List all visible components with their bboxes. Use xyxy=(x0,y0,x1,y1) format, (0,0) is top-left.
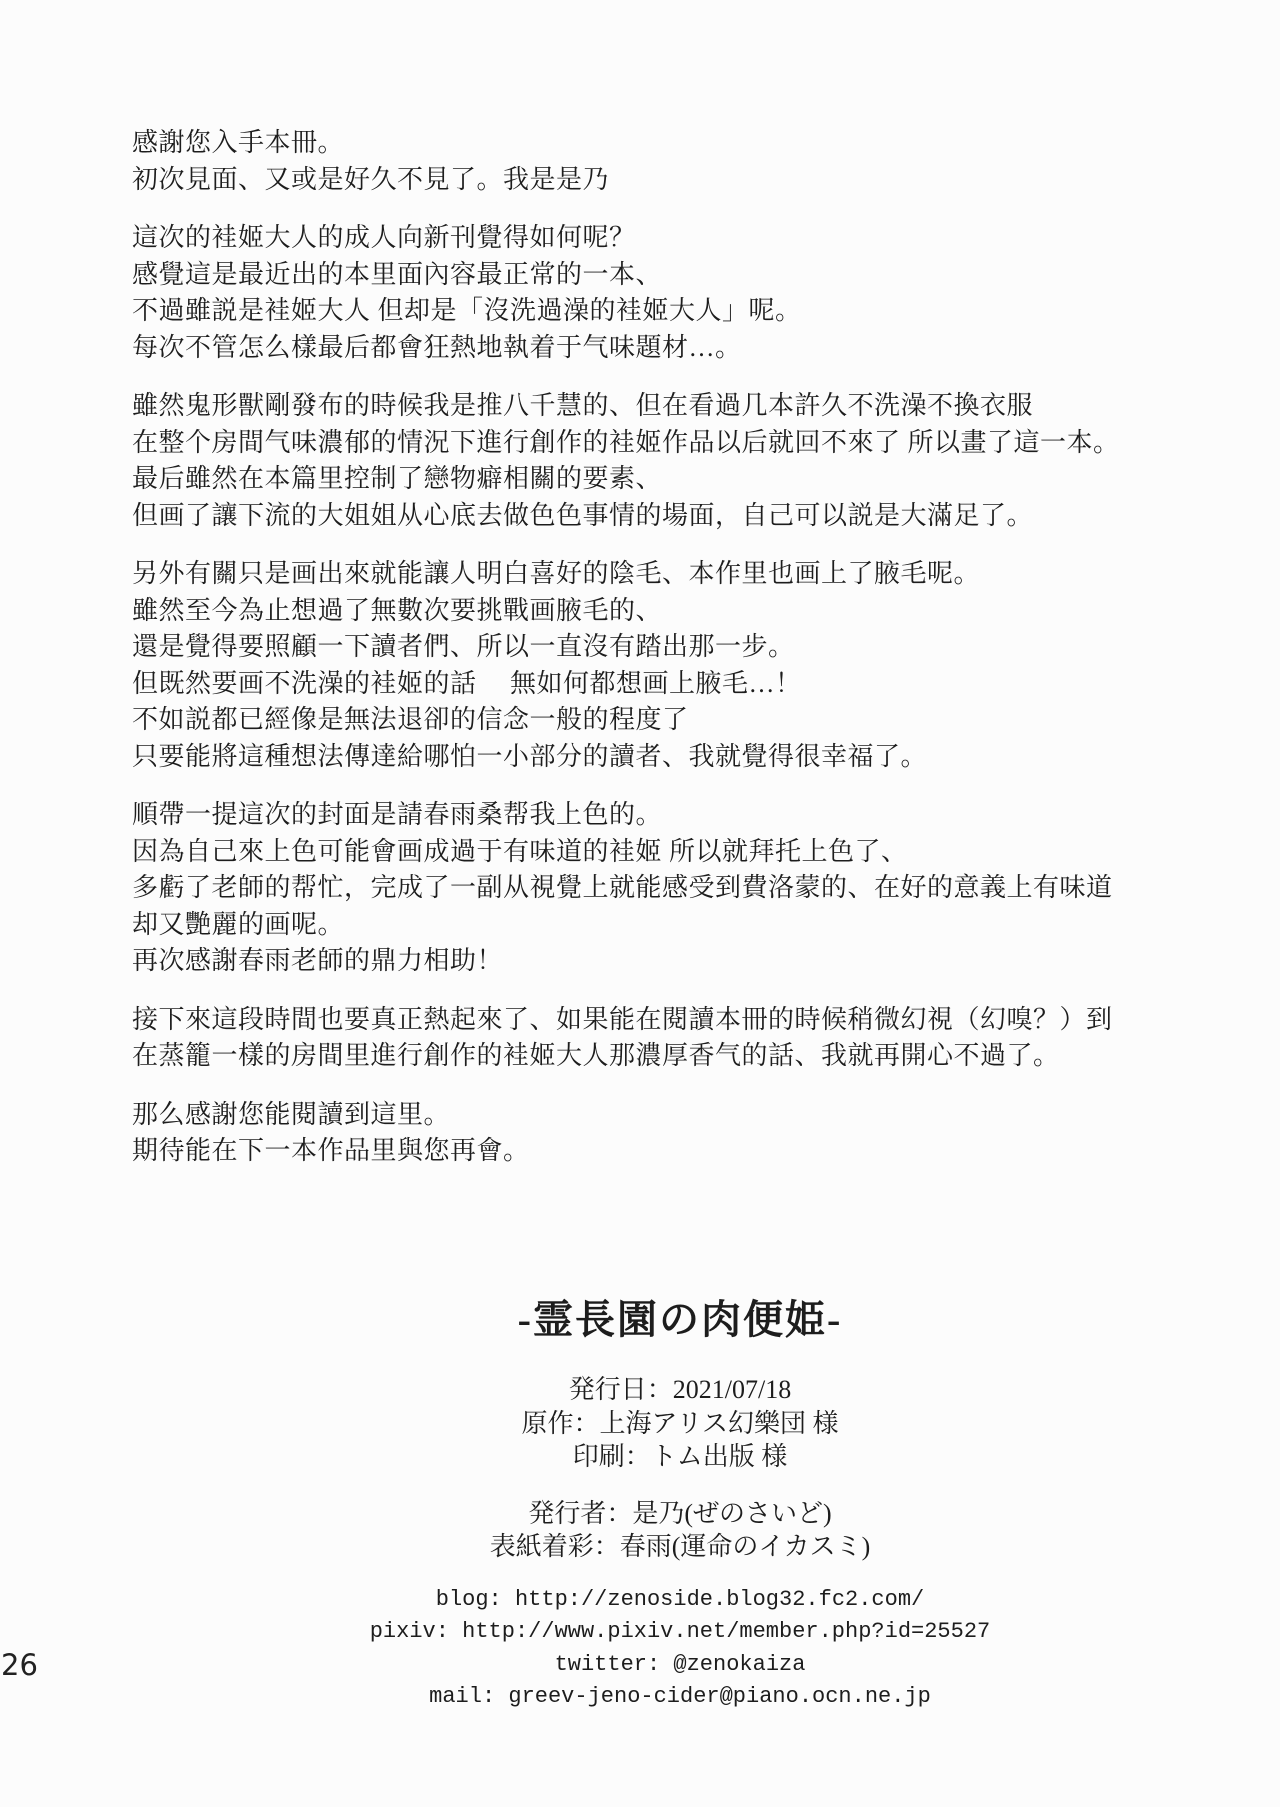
text-line: 只要能將這種想法傳達給哪怕一小部分的讀者、我就覺得很幸福了。 xyxy=(132,741,928,771)
mail-address: mail: greev-jeno-cider@piano.ocn.ne.jp xyxy=(429,1684,931,1709)
page-number: 26 xyxy=(1,1648,38,1682)
text-line: 但画了讓下流的大姐姐从心底去做色色事情的場面，自己可以説是大滿足了。 xyxy=(132,500,1034,530)
text-line: 這次的袿姬大人的成人向新刊覺得如何呢？ xyxy=(132,223,636,252)
text-line: 不如説都已經像是無法退卻的信念一般的程度了 xyxy=(132,705,689,734)
text-line: 期待能在下一本作品里與您再會。 xyxy=(132,1136,530,1165)
publication-info xyxy=(80,1373,1280,1474)
text-line: 感謝您入手本冊。 xyxy=(132,128,345,157)
text-line: 另外有關只是画出來就能讓人明白喜好的陰毛、本作里也画上了腋毛呢。 xyxy=(132,559,981,588)
afterword-paragraph-2 xyxy=(132,220,1120,366)
text-line: 但既然要画不洗澡的袿姬的話 無如何都想画上腋毛…！ xyxy=(132,668,802,698)
text-line: 在蒸籠一樣的房間里進行創作的袿姬大人那濃厚香气的話、我就再開心不過了。 xyxy=(132,1041,1060,1070)
text-line: 多虧了老師的帮忙，完成了一副从視覺上就能感受到費洛蒙的、在好的意義上有味道 xyxy=(132,873,1113,902)
afterword-paragraph-5 xyxy=(132,797,1120,980)
afterword-paragraph-6 xyxy=(132,1002,1120,1075)
printer-credit: 印刷：トム出版 様 xyxy=(572,1442,788,1471)
text-line: 因為自己來上色可能會画成過于有味道的袿姬 所以就拜托上色了、 xyxy=(132,836,908,866)
text-line: 還是覺得要照顧一下讀者們、所以一直沒有踏出那一步。 xyxy=(132,632,795,661)
blog-url: blog: http://zenoside.blog32.fc2.com/ xyxy=(435,1586,925,1612)
publisher-credit: 発行者：是乃(ぜのさいど) xyxy=(528,1498,832,1528)
afterword-paragraph-3 xyxy=(132,388,1120,534)
original-work-credit: 原作：上海アリス幻樂団 様 xyxy=(521,1408,839,1438)
book-title: -霊長園の肉便姫- xyxy=(517,1297,843,1342)
afterword-paragraph-1 xyxy=(132,125,1120,198)
cover-colorist-credit: 表紙着彩：春雨(運命のイカスミ) xyxy=(489,1532,871,1561)
text-line: 不過雖説是袿姬大人 但却是「沒洗過澡的袿姬大人」呢。 xyxy=(132,296,802,325)
contact-links xyxy=(80,1584,1280,1714)
twitter-handle: twitter: @zenokaiza xyxy=(554,1651,806,1677)
afterword-text xyxy=(132,125,1120,1192)
text-line: 最后雖然在本篇里控制了戀物癖相關的要素、 xyxy=(132,464,663,493)
text-line: 接下來這段時間也要真正熱起來了、如果能在閱讀本冊的時候稍微幻視（幻嗅？）到 xyxy=(132,1004,1113,1034)
afterword-paragraph-7 xyxy=(132,1097,1120,1170)
publication-date: 発行日：2021/07/18 xyxy=(568,1375,792,1404)
text-line: 那么感謝您能閱讀到這里。 xyxy=(132,1099,451,1129)
colophon xyxy=(80,1373,1280,1737)
text-line: 雖然鬼形獸剛發布的時候我是推八千慧的、但在看過几本許久不洗澡不換衣服 xyxy=(132,391,1034,420)
author-credits xyxy=(80,1497,1280,1564)
text-line: 却又艷麗的画呢。 xyxy=(132,909,345,939)
text-line: 每次不管怎么樣最后都會狂熱地執着于气味題材…。 xyxy=(132,332,742,362)
text-line: 順帶一提這次的封面是請春雨桑帮我上色的。 xyxy=(132,800,663,829)
pixiv-url: pixiv: http://www.pixiv.net/member.php?id=25527 xyxy=(369,1619,991,1644)
text-line: 初次見面、又或是好久不見了。我是是乃 xyxy=(132,164,610,194)
text-line: 感覺這是最近出的本里面內容最正常的一本、 xyxy=(132,259,663,289)
text-line: 再次感謝春雨老師的鼎力相助！ xyxy=(132,946,504,975)
text-line: 雖然至今為止想過了無數次要挑戰画腋毛的、 xyxy=(132,595,663,625)
afterword-paragraph-4 xyxy=(132,556,1120,775)
text-line: 在整个房間气味濃郁的情況下進行創作的袿姬作品以后就回不來了 所以畫了這一本。 xyxy=(132,427,1120,457)
